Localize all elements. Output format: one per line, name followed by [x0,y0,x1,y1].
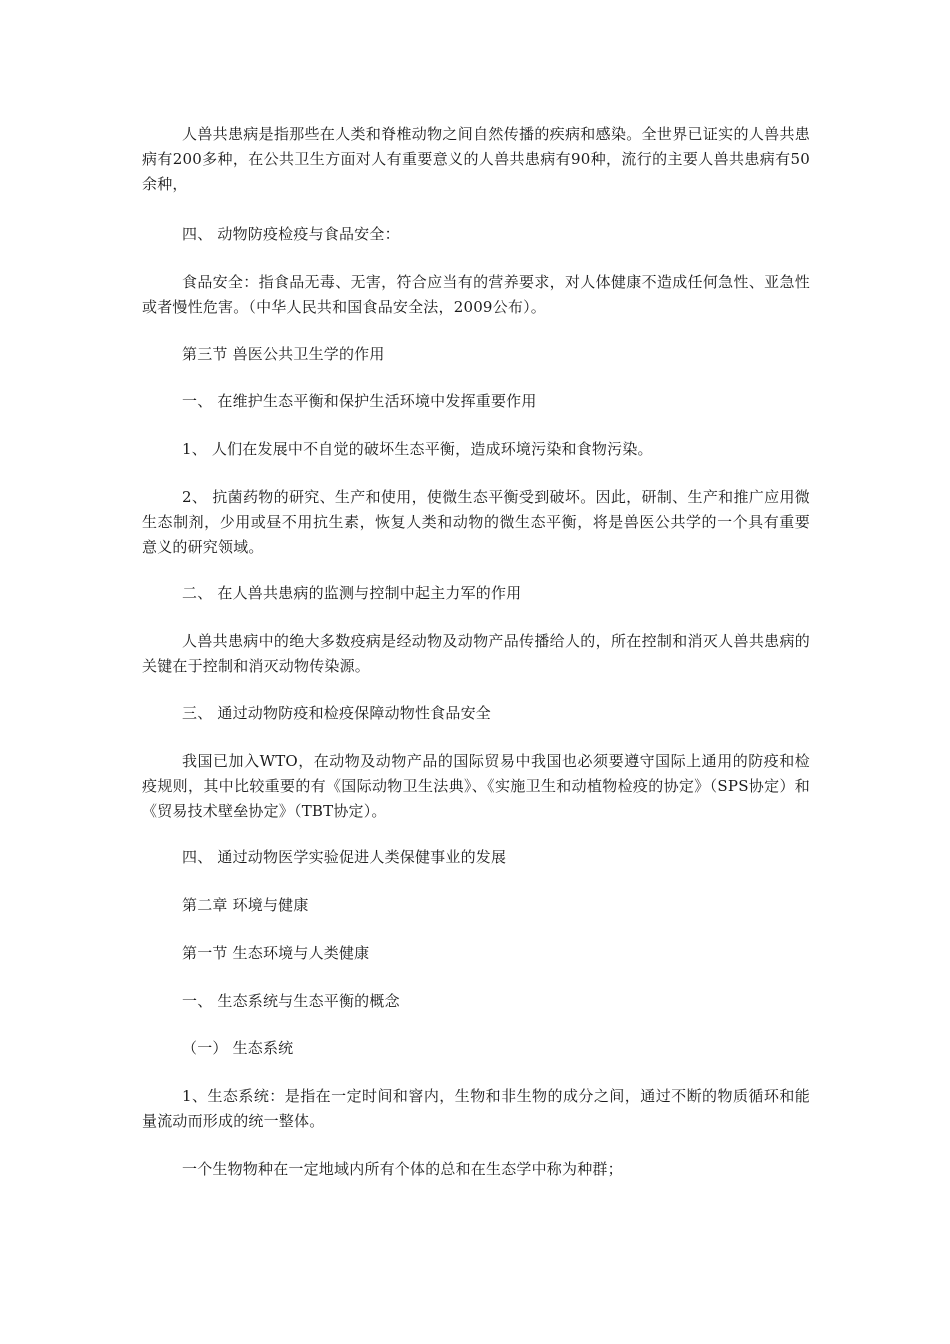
heading-section-one: 第一节 生态环境与人类健康 [182,944,370,962]
paragraph-ecosystem-definition: 1、生态系统：是指在一定时间和窨内，生物和非生物的成分之间，通过不断的物质循环和能量流动而形成的统一整体。 [142,1087,810,1130]
paragraph-population-definition: 一个生物物种在一定地域内所有个体的总和在生态学中称为种群； [182,1160,623,1178]
heading-item-one-ecosystem-concepts: 一、 生态系统与生态平衡的概念 [182,992,400,1010]
heading-chapter-two: 第二章 环境与健康 [182,896,309,914]
list-item-two-antibiotics: 2、 抗菌药物的研究、生产和使用，使微生态平衡受到破坏。因此，研制、生产和推广应用微生态制剂，少用或昼不用抗生素，恢复人类和动物的微生态平衡，将是兽医公共学的一个具有重要意义的研究领域。 [142,488,810,556]
heading-item-two-zoonosis-control: 二、 在人兽共患病的监测与控制中起主力军的作用 [182,584,522,602]
heading-subitem-ecosystem: （一） 生态系统 [182,1039,294,1057]
heading-item-four-medical-experiments: 四、 通过动物医学实验促进人类保健事业的发展 [182,848,507,866]
heading-item-three-food-safety: 三、 通过动物防疫和检疫保障动物性食品安全 [182,704,491,722]
list-item-one: 1、 人们在发展中不自觉的破坏生态平衡，造成环境污染和食物污染。 [182,440,653,458]
heading-item-one-ecology: 一、 在维护生态平衡和保护生活环境中发挥重要作用 [182,392,537,410]
paragraph-zoonosis-definition: 人兽共患病是指那些在人类和脊椎动物之间自然传播的疾病和感染。全世界已证实的人兽共患病有200多种，在公共卫生方面对人有重要意义的人兽共患病有90种，流行的主要人兽共患病有50余种， [142,125,810,193]
heading-section-three: 第三节 兽医公共卫生学的作用 [182,345,385,363]
paragraph-food-safety-definition: 食品安全：指食品无毒、无害，符合应当有的营养要求，对人体健康不造成任何急性、亚急性或者慢性危害。（中华人民共和国食品安全法，2009公布）。 [142,273,810,316]
paragraph-wto-trade-rules: 我国已加入WTO，在动物及动物产品的国际贸易中我国也必须要遵守国际上通用的防疫和检疫规则，其中比较重要的有《国际动物卫生法典》、《实施卫生和动植物检疫的协定》（SPS协定）和《贸易技术壁垒协定》（TBT协定）。 [142,752,810,820]
paragraph-zoonosis-transmission: 人兽共患病中的绝大多数疫病是经动物及动物产品传播给人的，所在控制和消灭人兽共患病的关键在于控制和消灭动物传染源。 [142,632,810,675]
heading-section-four-food-safety: 四、 动物防疫检疫与食品安全： [182,225,400,243]
